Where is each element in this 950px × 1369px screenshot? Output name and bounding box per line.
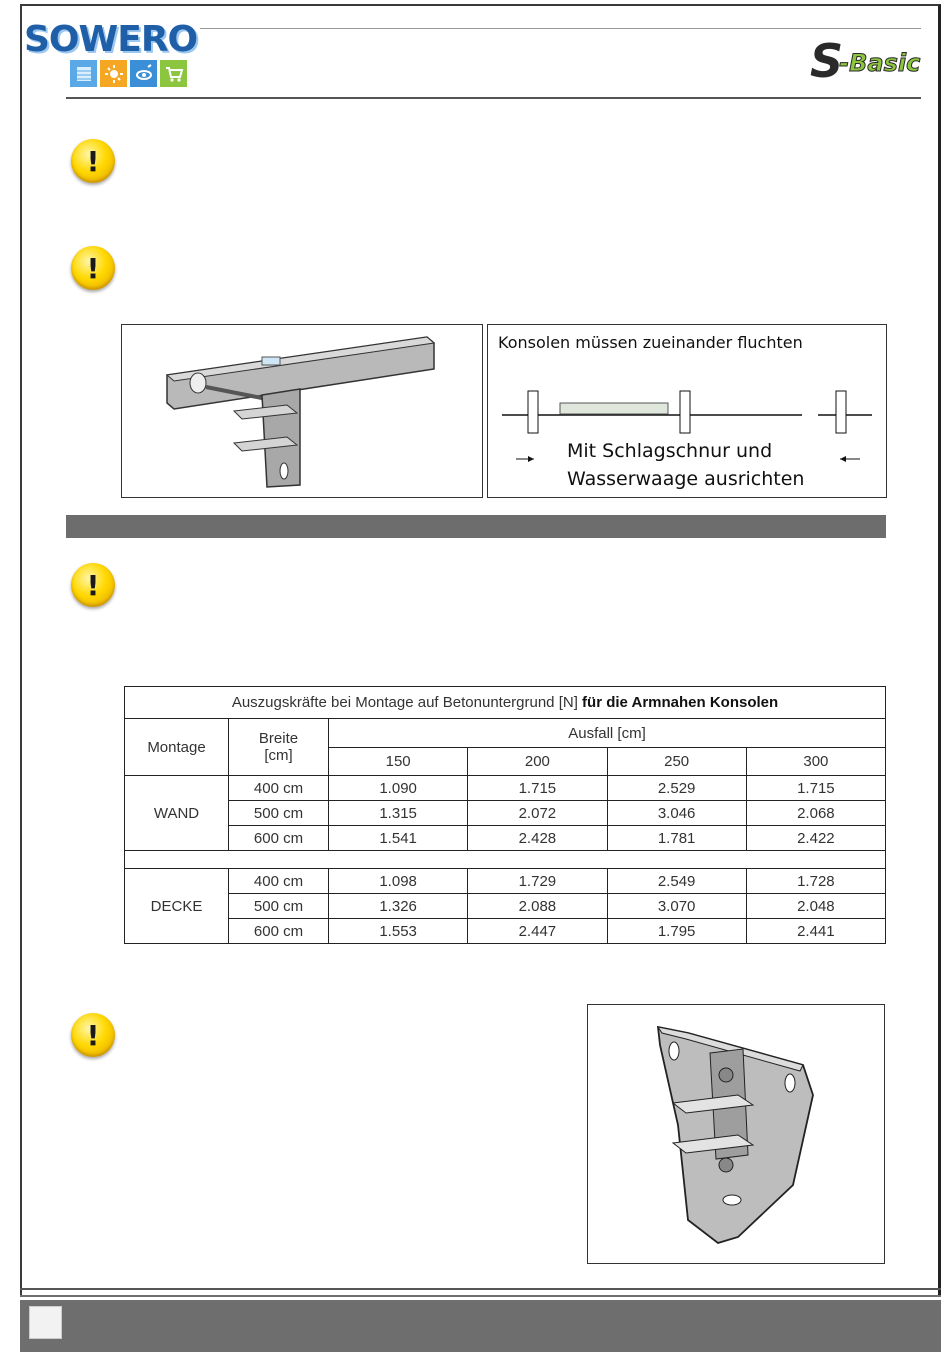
value-cell: 2.428: [468, 826, 607, 851]
table-row: [125, 801, 886, 826]
value-cell: 1.326: [329, 894, 468, 919]
sowero-logo: [24, 19, 198, 87]
header-rule: [66, 97, 921, 99]
table-row: [125, 869, 886, 894]
alignment-instruction-line2: Wasserwaage ausrichten: [567, 468, 805, 490]
eye-sun-icon: [130, 60, 157, 87]
logo-tiles: [70, 60, 197, 87]
s-basic-s: S: [810, 34, 844, 88]
value-cell: 3.046: [607, 801, 746, 826]
value-cell: 1.795: [607, 919, 746, 944]
value-cell: 2.529: [607, 776, 746, 801]
breite-cell: 500 cm: [229, 801, 329, 826]
logo-text: SOWERO: [24, 19, 198, 60]
value-cell: 1.090: [329, 776, 468, 801]
value-cell: 2.088: [468, 894, 607, 919]
s-basic-logo: [810, 34, 921, 88]
ausfall-value: 300: [746, 748, 885, 776]
value-cell: 2.072: [468, 801, 607, 826]
warning-icon: !: [71, 246, 115, 290]
breite-cell: 600 cm: [229, 826, 329, 851]
col-montage-header: Montage: [125, 719, 229, 776]
value-cell: 1.781: [607, 826, 746, 851]
col-breite-line1: Breite: [258, 730, 299, 747]
cart-icon: [160, 60, 187, 87]
sun-icon: [100, 60, 127, 87]
blind-icon: [70, 60, 97, 87]
pullout-forces-table: [124, 686, 886, 944]
alignment-illustration: [487, 324, 887, 498]
col-breite-header: [229, 719, 329, 776]
table-spacer-cell: [125, 851, 886, 869]
value-cell: 1.541: [329, 826, 468, 851]
value-cell: 1.728: [746, 869, 885, 894]
table-caption-bold: für die Armnahen Konsolen: [582, 694, 779, 711]
value-cell: 1.315: [329, 801, 468, 826]
footer-bar: [20, 1297, 941, 1352]
table-caption: [125, 687, 886, 719]
value-cell: 2.447: [468, 919, 607, 944]
value-cell: 2.068: [746, 801, 885, 826]
breite-cell: 400 cm: [229, 869, 329, 894]
value-cell: 3.070: [607, 894, 746, 919]
value-cell: 2.422: [746, 826, 885, 851]
page-number-box: [29, 1306, 62, 1339]
ausfall-value: 150: [329, 748, 468, 776]
table-spacer-row: [125, 851, 886, 869]
table-row: [125, 894, 886, 919]
warning-icon: !: [71, 563, 115, 607]
breite-cell: 400 cm: [229, 776, 329, 801]
s-basic-suffix: -Basic: [839, 49, 921, 77]
table-row: [125, 919, 886, 944]
level-bracket-illustration: [121, 324, 483, 498]
montage-label: WAND: [125, 776, 229, 851]
ausfall-value: 250: [607, 748, 746, 776]
warning-icon: !: [71, 139, 115, 183]
value-cell: 1.729: [468, 869, 607, 894]
breite-cell: 500 cm: [229, 894, 329, 919]
table-row: [125, 776, 886, 801]
ausfall-value: 200: [468, 748, 607, 776]
col-ausfall-header: Ausfall [cm]: [329, 719, 886, 748]
section-divider-bar: [66, 515, 886, 538]
value-cell: 1.098: [329, 869, 468, 894]
value-cell: 1.553: [329, 919, 468, 944]
value-cell: 1.715: [746, 776, 885, 801]
value-cell: 2.441: [746, 919, 885, 944]
alignment-title: Konsolen müssen zueinander fluchten: [498, 333, 803, 352]
table-row: [125, 826, 886, 851]
value-cell: 1.715: [468, 776, 607, 801]
montage-label: DECKE: [125, 869, 229, 944]
value-cell: 2.048: [746, 894, 885, 919]
wall-plate-bracket-illustration: [587, 1004, 885, 1264]
footer-rule: [20, 1288, 941, 1290]
breite-cell: 600 cm: [229, 919, 329, 944]
alignment-instruction-line1: Mit Schlagschnur und: [567, 440, 773, 462]
value-cell: 2.549: [607, 869, 746, 894]
table-caption-normal: Auszugskräfte bei Montage auf Betonuntergrund [N]: [231, 694, 578, 711]
warning-icon: !: [71, 1013, 115, 1057]
alignment-instruction: [567, 437, 804, 493]
col-breite-line2: [cm]: [264, 747, 293, 764]
header-top-rule: [200, 28, 921, 29]
